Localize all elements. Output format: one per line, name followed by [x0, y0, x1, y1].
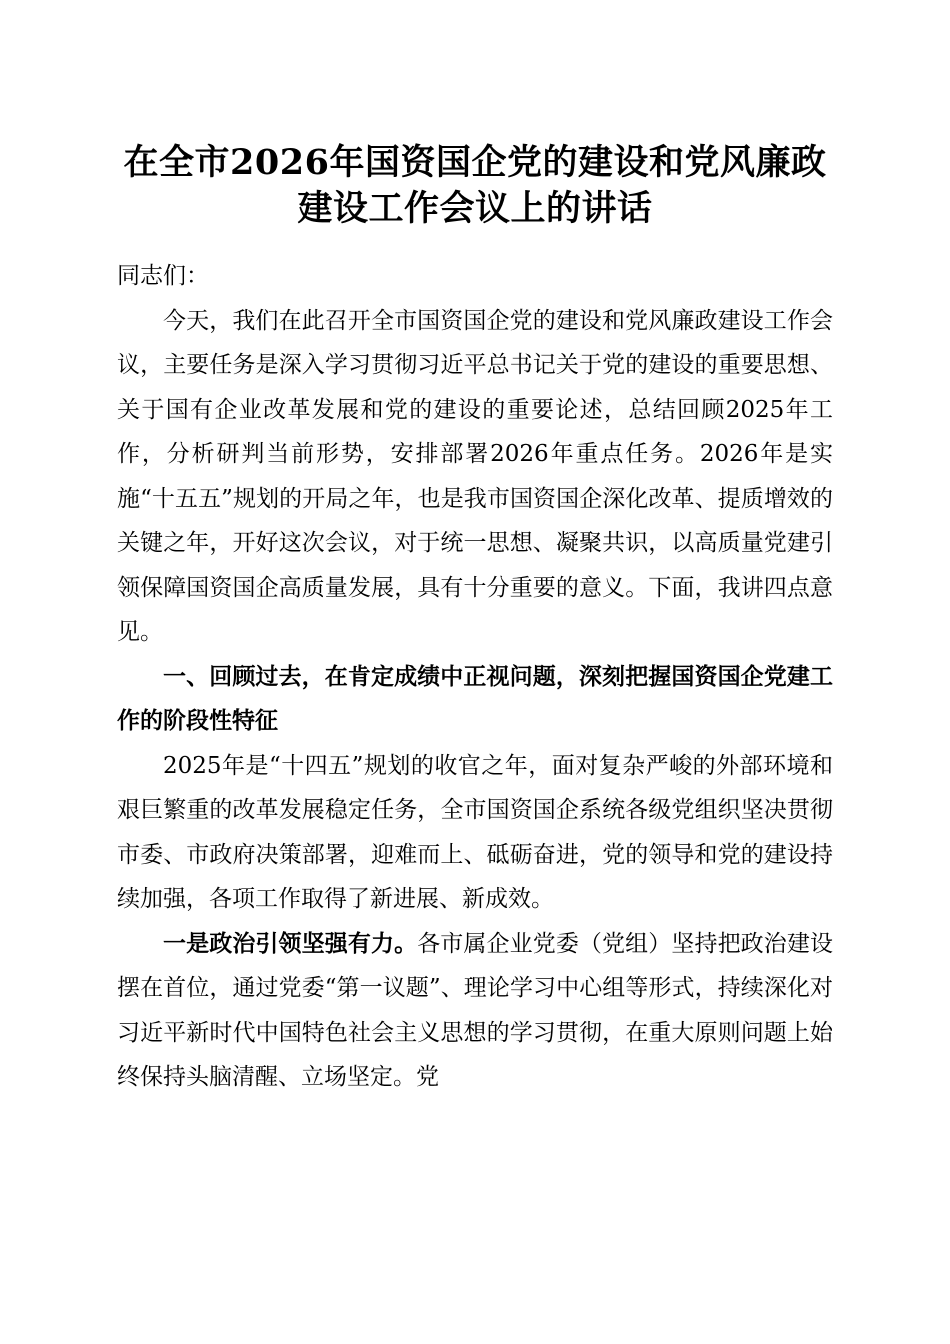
paragraph-body: 各市属企业党委（党组）坚持把政治建设摆在首位，通过党委“第一议题”、理论学习中心组等形式，持续深化对习近平新时代中国特色社会主义思想的学习贯彻，在重大原则问题上始终保持头脑清醒、立场坚定。党: [117, 930, 834, 1090]
document-body: [117, 254, 833, 1100]
document-title: [100, 140, 850, 232]
paragraph-political-leadership: [117, 922, 833, 1100]
salutation: 同志们：: [117, 263, 209, 289]
paragraph-lead: 一是政治引领坚强有力。: [163, 929, 418, 957]
title-line-2: 建设工作会议上的讲话: [297, 188, 653, 229]
title-line-1: 在全市2026年国资国企党的建设和党风廉政: [123, 142, 827, 183]
paragraph-intro: 今天，我们在此召开全市国资国企党的建设和党风廉政建设工作会议，主要任务是深入学习贯彻习近平总书记关于党的建设的重要思想、关于国有企业改革发展和党的建设的重要论述，总结回顾2025年工作，分析研判当前形势，安排部署2026年重点任务。2026年是实施“十五五”规划的开局之年，也是我市国资国企深化改革、提质增效的关键之年，开好这次会议，对于统一思想、凝聚共识，以高质量党建引领保障国资国企高质量发展，具有十分重要的意义。下面，我讲四点意见。: [117, 307, 833, 645]
paragraph-review: 2025年是“十四五”规划的收官之年，面对复杂严峻的外部环境和艰巨繁重的改革发展稳定任务，全市国资国企系统各级党组织坚决贯彻市委、市政府决策部署，迎难而上、砥砺奋进，党的领导和党的建设持续加强，各项工作取得了新进展、新成效。: [117, 752, 833, 912]
section-heading-1: 一、回顾过去，在肯定成绩中正视问题，深刻把握国资国企党建工作的阶段性特征: [117, 663, 833, 734]
